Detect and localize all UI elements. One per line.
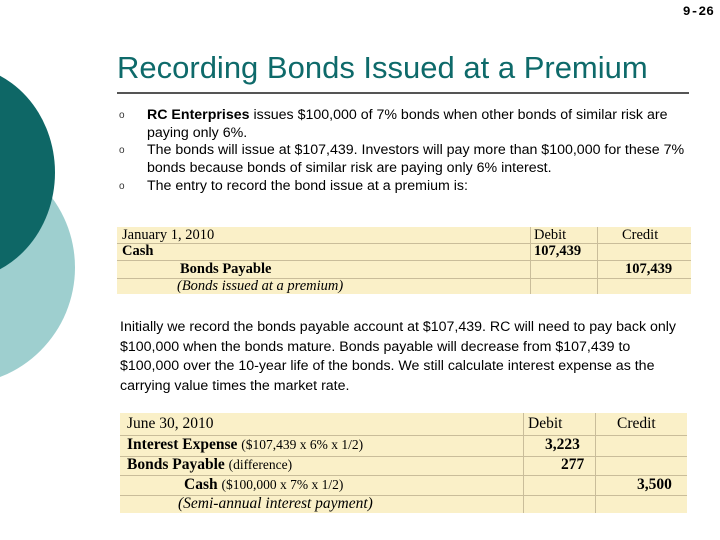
bullet-text: issues $100,000 of 7% bonds when other bonds of similar risk are paying only 6%.: [147, 107, 668, 141]
row-interest-expense: [127, 436, 363, 454]
debit-header: Debit: [528, 415, 563, 432]
credit-header: Credit: [617, 415, 656, 432]
bullet-marker-icon: o: [119, 145, 125, 157]
entry-explanation: (Semi-annual interest payment): [178, 495, 373, 512]
bullet-list: [118, 107, 688, 196]
account-bonds-payable: Bonds Payable: [180, 261, 272, 277]
calculation-note: (difference): [228, 457, 293, 472]
column-divider: [595, 413, 596, 513]
bullet-text: The entry to record the bond issue at a premium is:: [147, 177, 468, 194]
bullet-marker-icon: o: [119, 110, 125, 121]
calculation-note: ($107,439 x 6% x 1/2): [241, 437, 364, 452]
explanation-paragraph: Initially we record the bonds payable account at $107,439. RC will need to pay back only $100,000 when the bonds mature. Bonds payable will decrease from $107,439 to $100,000 over the 10-year life of the bonds. We still calculate interest expense as the carrying value times the market rate.: [120, 319, 677, 394]
journal-entry-table-1: [117, 227, 691, 294]
credit-header: Credit: [622, 227, 659, 243]
account-interest-expense: Interest Expense: [127, 436, 238, 453]
row-cash: [184, 476, 343, 494]
entry-date: January 1, 2010: [122, 227, 215, 243]
debit-header: Debit: [534, 227, 567, 243]
debit-amount: 277: [561, 456, 585, 473]
bullet-item: [118, 142, 688, 177]
debit-amount: 107,439: [534, 243, 582, 259]
bullet-text: The bonds will issue at $107,439. Investors will pay more than $100,000 for these 7% bonds because bonds of similar risk are paying only 6% interest.: [147, 142, 685, 177]
bullet-item: [118, 178, 688, 196]
journal-entry-table-2: [120, 413, 687, 513]
bullet-item: [118, 107, 688, 142]
debit-amount: 3,223: [545, 436, 580, 453]
row-bonds-payable: [127, 456, 292, 474]
account-bonds-payable: Bonds Payable: [127, 456, 225, 473]
calculation-note: ($100,000 x 7% x 1/2): [221, 477, 344, 492]
slide-number: 9-26: [682, 4, 714, 19]
account-cash: Cash: [122, 243, 154, 259]
bullet-bold-text: RC Enterprises: [147, 107, 250, 123]
account-cash: Cash: [184, 476, 218, 493]
credit-amount: 3,500: [637, 476, 672, 493]
credit-amount: 107,439: [625, 261, 673, 277]
entry-date: June 30, 2010: [127, 415, 214, 432]
slide-title: Recording Bonds Issued at a Premium: [117, 50, 648, 85]
entry-explanation: (Bonds issued at a premium): [177, 278, 344, 294]
column-divider: [523, 413, 524, 513]
bullet-marker-icon: o: [119, 180, 125, 192]
title-divider: [117, 92, 689, 94]
